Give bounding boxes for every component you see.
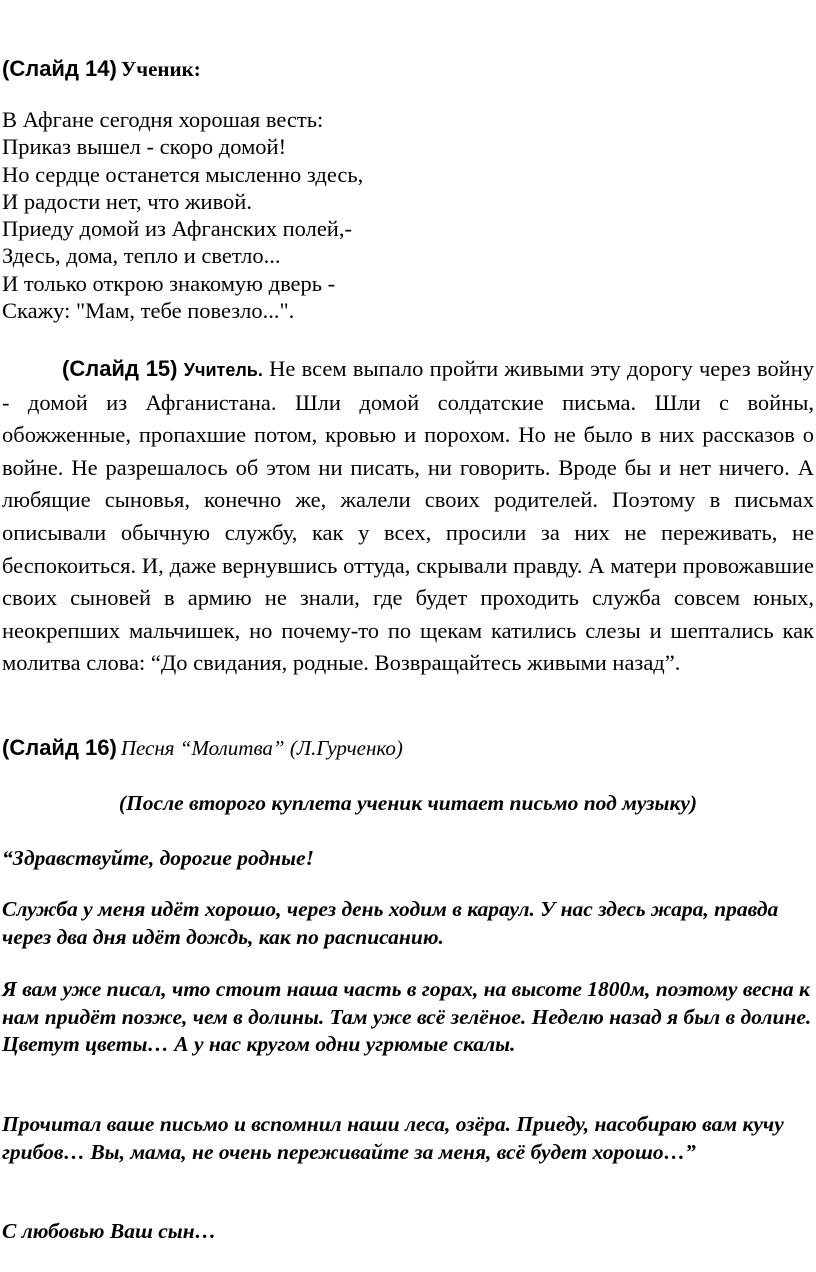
poem-line: Скажу: "Мам, тебе повезло...".: [2, 298, 295, 324]
poem-line: В Афгане сегодня хорошая весть:: [2, 107, 324, 132]
letter-signature: С любовью Ваш сын…: [2, 1219, 217, 1243]
poem-line: И радости нет, что живой.: [2, 188, 252, 214]
student-label: Ученик:: [120, 57, 201, 81]
letter-paragraph: Прочитал ваше письмо и вспомнил наши леса, озёра. Приеду, насобираю вам кучу грибов… Вы, мама, не очень переживайте за меня, всё будет хорошо…”: [2, 1112, 784, 1164]
slide-15-label: (Слайд 15): [62, 356, 178, 381]
teacher-label: Учитель.: [183, 360, 263, 380]
song-title: Песня “Молитва” (Л.Гурченко): [120, 736, 403, 760]
teacher-text: Не всем выпало пройти живыми эту дорогу через войну - домой из Афганистана. Шли домой солдатские письма. Шли с войны, обожженные, пропахшие потом, кровью и порохом. Но не было в них рассказов о войне. Не разрешалось об этом ни писать, ни говорить. Вроде бы и нет ничего. А любящие сыновья, конечно же, жалели своих родителей. Поэтому в письмах описывали обычную службу, как у всех, просили за них не переживать, не беспокоиться. И, даже вернувшись оттуда, скрывали правду. А матери провожавшие своих сыновей в армию не знали, где будет проходить служба совсем юных, неокрепших мальчишек, но почему-то по щекам катились слезы и шептались как молитва слова: “До свидания, родные. Возвращайтесь живыми назад”.: [2, 356, 815, 676]
poem-line: Здесь, дома, тепло и светло...: [2, 243, 281, 269]
poem-line: Приказ вышел - скоро домой!: [2, 134, 287, 160]
poem-line: Но сердце останется мысленно здесь,: [2, 161, 364, 187]
slide-16-label: (Слайд 16): [2, 735, 117, 760]
poem-line: И только открою знакомую дверь -: [2, 270, 336, 296]
stage-direction: (После второго куплета ученик читает письмо под музыку): [118, 791, 698, 815]
slide-14-label: (Слайд 14): [2, 56, 117, 81]
poem-line: Приеду домой из Афганских полей,-: [2, 216, 352, 242]
letter-paragraph: Я вам уже писал, что стоит наша часть в горах, на высоте 1800м, поэтому весна к нам придёт позже, чем в долины. Там уже всё зелёное. Неделю назад я был в долине. Цветут цветы… А у нас кругом одни угрюмые скалы.: [2, 977, 812, 1056]
letter-paragraph: Служба у меня идёт хорошо, через день ходим в караул. У нас здесь жара, правда через два дня идёт дождь, как по расписанию.: [2, 897, 779, 949]
poem: [2, 106, 814, 324]
slide-16-heading: [2, 735, 814, 761]
teacher-paragraph: [2, 353, 814, 680]
slide-14-heading: [2, 56, 814, 82]
letter-greeting: “Здравствуйте, дорогие родные!: [2, 846, 314, 870]
